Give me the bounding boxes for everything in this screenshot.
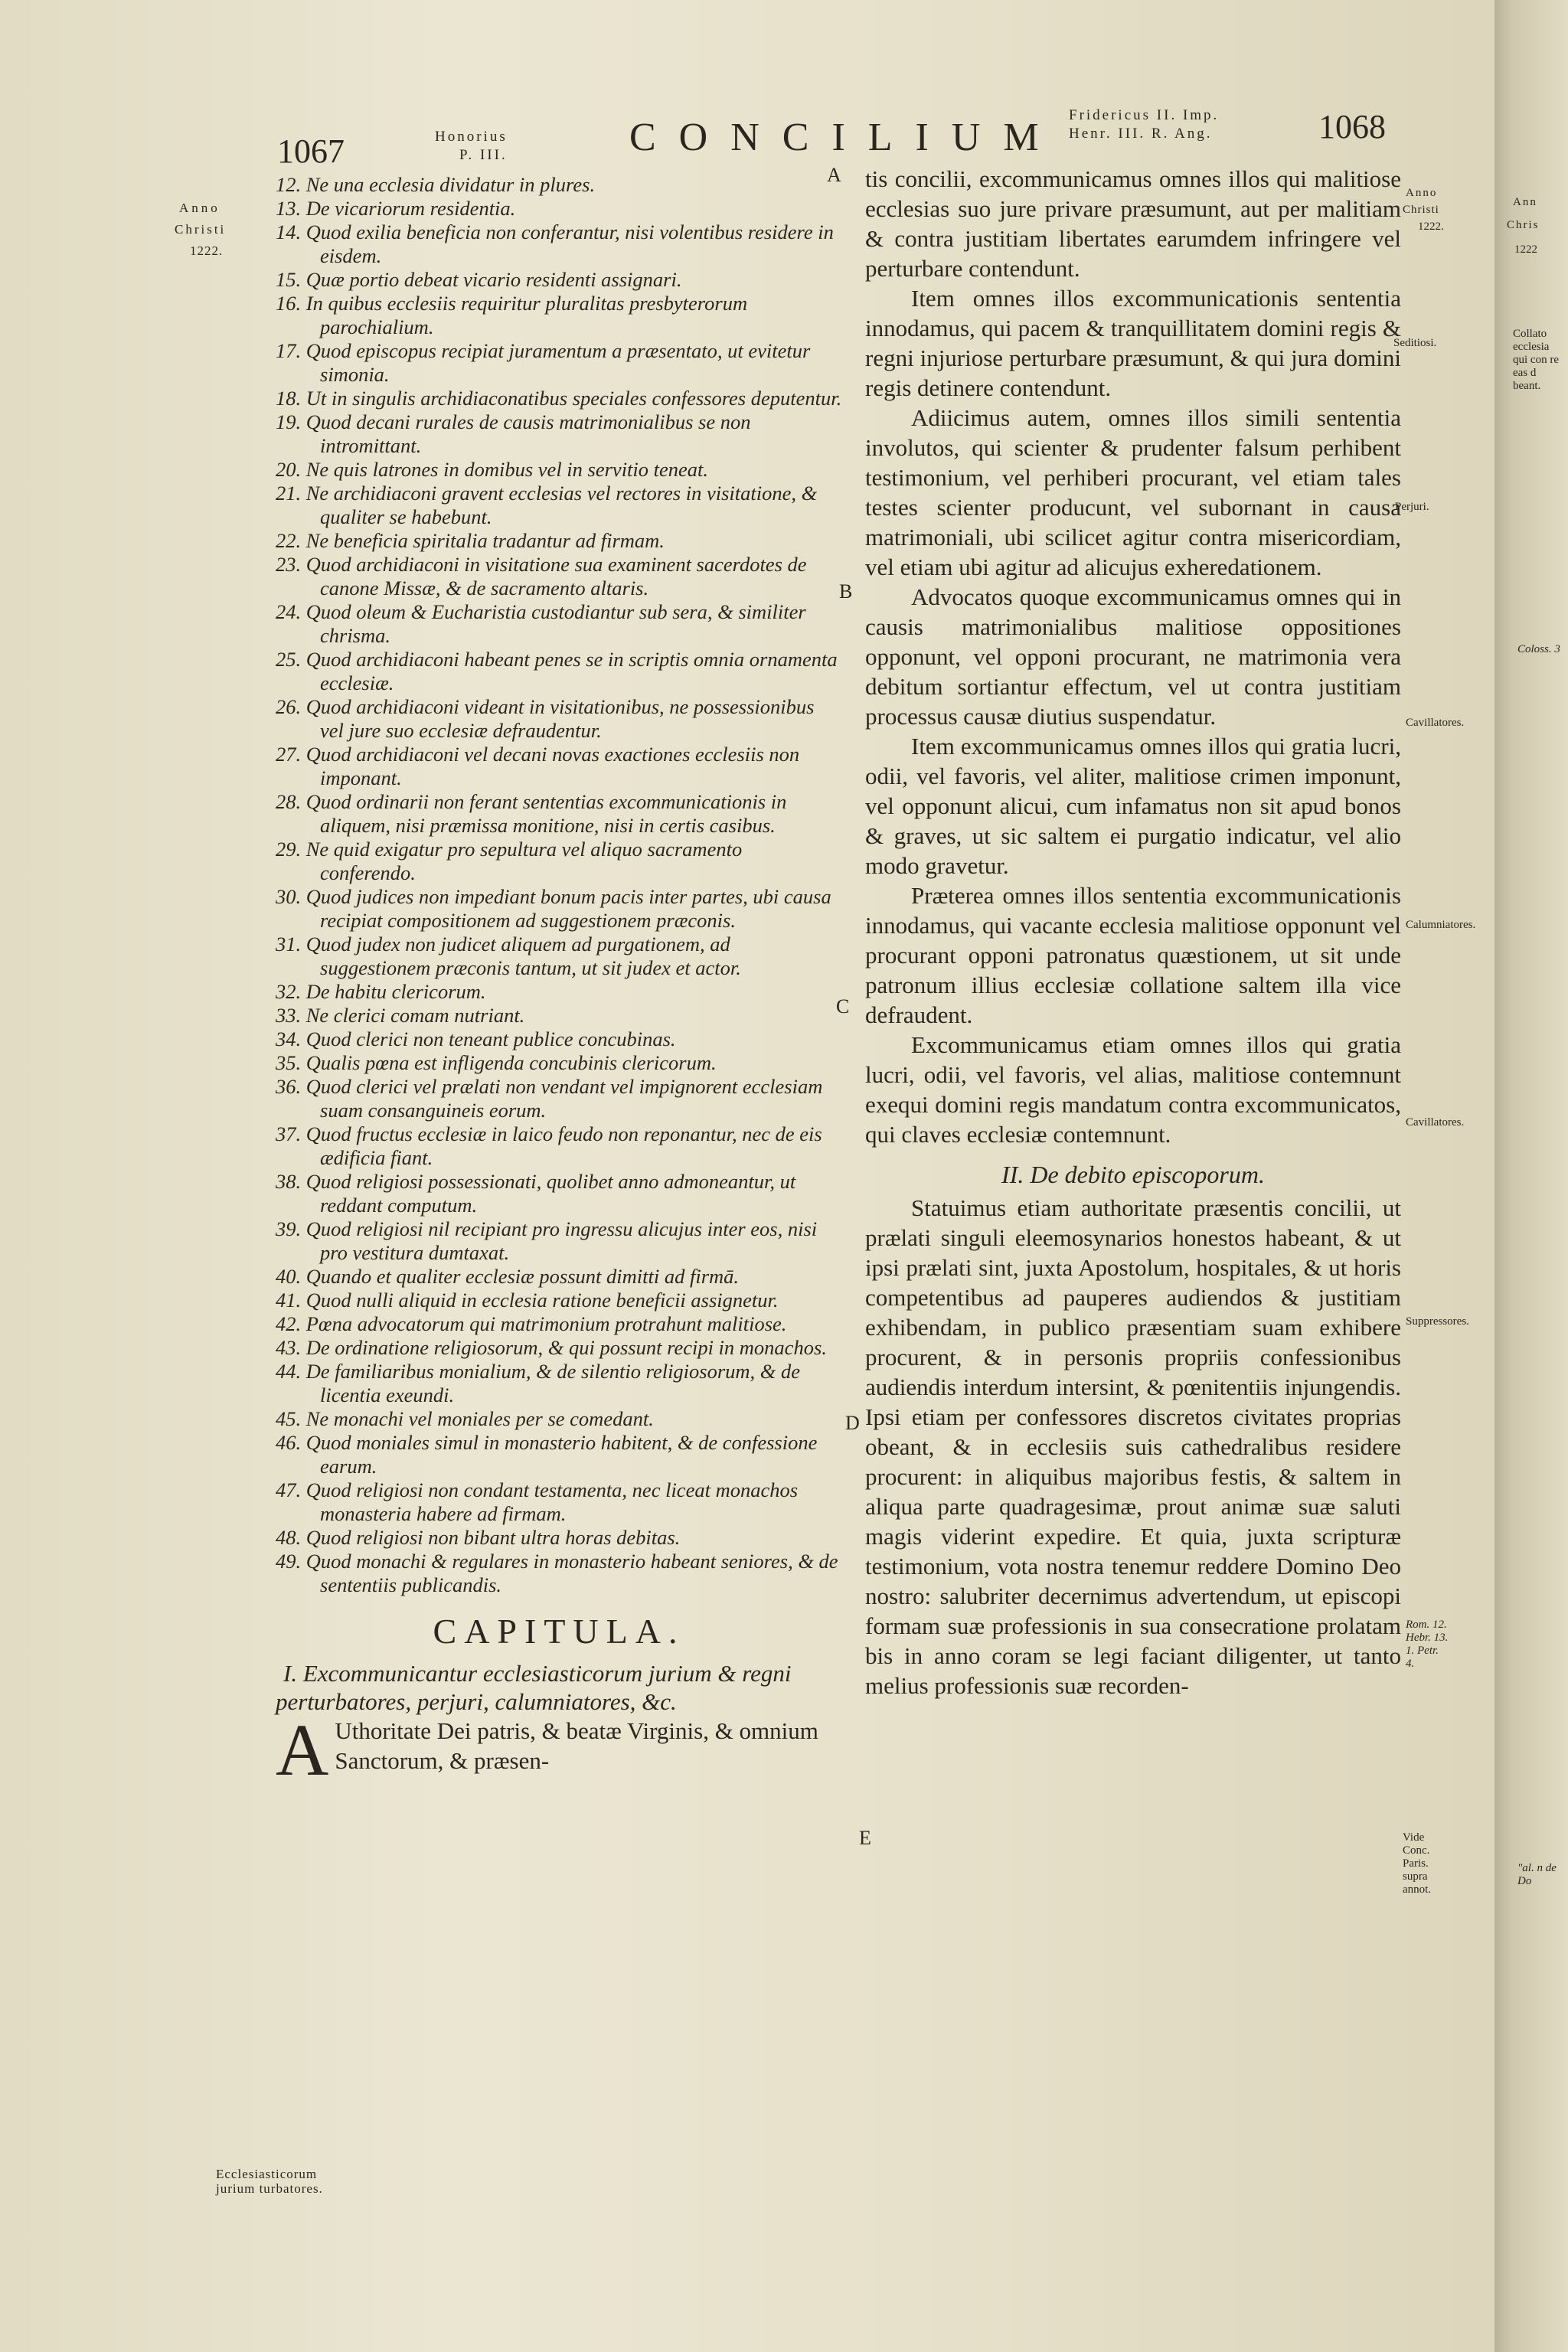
toc-item-number: 39.: [276, 1217, 302, 1240]
toc-item-text: Ne clerici comam nutriant.: [305, 1004, 525, 1027]
toc-item-number: 23.: [276, 553, 302, 576]
toc-item-text: Quod ordinarii non ferant sententias excommunicationis in aliquem, nisi præmissa monitione, nisi in certis casibus.: [305, 790, 787, 837]
toc-item-number: 15.: [276, 268, 302, 291]
toc-item-number: 48.: [276, 1526, 302, 1549]
toc-item-text: Quod oleum & Eucharistia custodiantur sub sera, & similiter chrisma.: [305, 600, 806, 647]
toc-item-number: 20.: [276, 458, 302, 481]
toc-item-text: Quod religiosi non condant testamenta, nec liceat monachos monasteria habere ad firmam.: [305, 1478, 799, 1525]
section-letter-e: E: [859, 1827, 871, 1849]
toc-item: [276, 1027, 842, 1051]
chapter-1-title: I. Excommunicantur ecclesiasticorum jurium & regni perturbatores, perjuri, calumniatores, &c.: [276, 1660, 792, 1715]
margin-cavillatores-1: Cavillatores.: [1406, 717, 1465, 729]
paragraph-4: Advocatos quoque excommunicamus omnes qui in causis matrimonialibus malitiose oppositiones opponunt, vel opponi procurant, ne matrimonia vera debitum sortiantur effectum, vel ut contra justitiam processus causæ diutius suspendatur.: [865, 583, 1401, 730]
toc-item-number: 28.: [276, 790, 302, 813]
toc-item-number: 18.: [276, 387, 302, 410]
toc-item-number: 35.: [276, 1051, 302, 1074]
toc-item-number: 25.: [276, 648, 302, 671]
toc-item-text: De habitu clericorum.: [305, 980, 486, 1003]
toc-item: [276, 268, 842, 292]
toc-item: [276, 1526, 842, 1550]
section-letter-b: B: [839, 580, 853, 603]
toc-item-text: Pœna advocatorum qui matrimonium protrahunt malitiose.: [305, 1312, 787, 1335]
toc-item: [276, 1289, 842, 1312]
toc-item: [276, 648, 842, 695]
toc-item-number: 19.: [276, 410, 302, 433]
toc-item-number: 44.: [276, 1360, 302, 1383]
toc-item: [276, 838, 842, 885]
toc-item-number: 34.: [276, 1027, 302, 1050]
toc-item: [276, 553, 842, 600]
toc-item-number: 14.: [276, 220, 302, 243]
section-letter-c: C: [836, 995, 850, 1018]
toc-item-number: 22.: [276, 529, 302, 552]
toc-item: [276, 933, 842, 980]
toc-item: [276, 339, 842, 387]
toc-item-number: 30.: [276, 885, 302, 908]
toc-item-text: Quod religiosi possessionati, quolibet anno admoneantur, ut reddant computum.: [305, 1170, 796, 1217]
toc-item: [276, 790, 842, 838]
toc-item: [276, 743, 842, 790]
toc-item: [276, 1407, 842, 1431]
toc-item-text: Ne quis latrones in domibus vel in servitio teneat.: [305, 458, 709, 481]
toc-item-text: Quod religiosi non bibant ultra horas debitas.: [305, 1526, 681, 1549]
toc-item-text: Quod moniales simul in monasterio habitent, & de confessione earum.: [305, 1431, 818, 1478]
toc-item-text: De ordinatione religiosorum, & qui possunt recipi in monachos.: [305, 1336, 827, 1359]
margin-calumniatores: Calumniatores.: [1406, 919, 1476, 931]
toc-item-text: Quæ portio debeat vicario residenti assignari.: [305, 268, 682, 291]
toc-item-text: Ne monachi vel moniales per se comedant.: [305, 1407, 654, 1430]
toc-item-text: Ne quid exigatur pro sepultura vel aliquo sacramento conferendo.: [305, 838, 743, 884]
next-page-anno: Ann: [1513, 196, 1537, 208]
toc-item-number: 26.: [276, 695, 302, 718]
right-column: [865, 164, 1401, 1700]
page-number-right: 1068: [1318, 108, 1386, 145]
toc-item-number: 12.: [276, 173, 302, 196]
toc-item: [276, 1075, 842, 1122]
toc-item-text: Quod nulli aliquid in ecclesia ratione beneficii assignetur.: [305, 1289, 779, 1312]
toc-item-number: 38.: [276, 1170, 302, 1193]
toc-item: [276, 387, 842, 410]
toc-item-number: 46.: [276, 1431, 302, 1454]
toc-item-number: 43.: [276, 1336, 302, 1359]
toc-item-text: Ne archidiaconi gravent ecclesias vel rectores in visitatione, & qualiter se habebunt.: [305, 482, 818, 528]
margin-vide-conc: Vide Conc. Paris. supra annot.: [1403, 1831, 1432, 1896]
toc-item: [276, 220, 842, 268]
paragraph-1: tis concilii, excommunicamus omnes illos qui malitiose ecclesias suo jure privare præsumunt, aut per malitiam & contra justitiam libertates earumdem infringere vel perturbare contendunt.: [865, 165, 1401, 282]
toc-item: [276, 1122, 842, 1170]
margin-ecclesiastici: Ecclesiasticorum jurium turbatores.: [216, 2167, 323, 2196]
toc-item-text: Quod archidiaconi in visitatione sua examinent sacerdotes de canone Missæ, & de sacramento altaris.: [305, 553, 807, 599]
margin-christi-left: Christi: [175, 222, 227, 237]
toc-item-text: De vicariorum residentia.: [305, 197, 516, 220]
left-column: [276, 173, 842, 1791]
toc-item-number: 31.: [276, 933, 302, 956]
paragraph-6: Præterea omnes illos sententia excommunicationis innodamus, qui vacante ecclesia malitiose opponunt vel procurant opponi patronatus quæstionem, ut sit unde patronum illius ecclesiæ collatione saltem illa vice defraudent.: [865, 882, 1401, 1028]
toc-item-text: De familiaribus monialium, & de silentio religiosorum, & de licentia exeundi.: [305, 1360, 801, 1406]
next-page-edge: [1494, 0, 1568, 2352]
toc-item-number: 42.: [276, 1312, 302, 1335]
toc-item-text: Quod exilia beneficia non conferantur, nisi volentibus residere in eisdem.: [305, 220, 834, 267]
toc-item-text: Quod judices non impediant bonum pacis inter partes, ubi causa recipiat compositionem ad suggestionem præconis.: [305, 885, 831, 932]
page-number-left: 1067: [277, 132, 345, 170]
toc-item-number: 32.: [276, 980, 302, 1003]
section-2-title: II. De debito episcoporum.: [1001, 1161, 1265, 1188]
chapter-1-start: Uthoritate Dei patris, & beatæ Virginis, & omnium Sanctorum, & præsen-: [335, 1717, 818, 1774]
header-pope-number: P. III.: [459, 147, 508, 163]
toc-item-text: Ut in singulis archidiaconatibus speciales confessores deputentur.: [305, 387, 842, 410]
toc-item: [276, 197, 842, 220]
header-king: Henr. III. R. Ang.: [1069, 126, 1213, 142]
toc-item: [276, 482, 842, 529]
toc-item: [276, 885, 842, 933]
toc-item-number: 27.: [276, 743, 302, 766]
toc-item-text: Quod fructus ecclesiæ in laico feudo non reponantur, nec de eis ædificia fiant.: [305, 1122, 822, 1169]
paragraph-5: Item excommunicamus omnes illos qui gratia lucri, odii, vel favoris, vel aliter, malitiose crimen imponunt, vel opponunt alicui, cum infamatus non sit apud bonos & graves, ut sic saltem ei purgatio indicatur, vel alio modo gravetur.: [865, 733, 1401, 879]
toc-item: [276, 173, 842, 197]
page-title: CONCILIUM: [629, 116, 1062, 159]
margin-year-right: 1222.: [1418, 220, 1444, 233]
toc-item-number: 37.: [276, 1122, 302, 1145]
paragraph-3: Adiicimus autem, omnes illos simili sententia involutos, qui scienter & prudenter falsum perhibent testimonium, vel perhiberi procurant, vel etiam tales testes scienter producunt, vel subornant in causa matrimoniali, ubi scilicet agitur contra misericordiam, vel etiam ubi agitur ad alicujus exheredationem.: [865, 404, 1401, 580]
toc-item-text: Quod archidiaconi videant in visitationibus, ne possessionibus vel jure suo ecclesiæ defraudentur.: [305, 695, 815, 742]
toc-item-text: Ne una ecclesia dividatur in plures.: [305, 173, 596, 196]
toc-item-number: 36.: [276, 1075, 302, 1098]
toc-item-number: 45.: [276, 1407, 302, 1430]
margin-year-left: 1222.: [190, 243, 224, 258]
toc-item: [276, 1431, 842, 1478]
drop-cap: A: [276, 1709, 329, 1791]
toc-item-text: Ne beneficia spiritalia tradantur ad firmam.: [305, 529, 665, 552]
toc-item: [276, 1051, 842, 1075]
toc-item: [276, 1478, 842, 1526]
toc-item-text: Qualis pœna est infligenda concubinis clericorum.: [305, 1051, 717, 1074]
toc-item-text: Quando et qualiter ecclesiæ possunt dimitti ad firmā.: [305, 1265, 740, 1288]
next-page-al: "al. n de Do: [1517, 1862, 1557, 1887]
toc-item: [276, 1550, 842, 1597]
paragraph-7: Excommunicamus etiam omnes illos qui gratia lucri, odii, vel favoris, vel alias, malitiose contemnunt exequi domini regis mandatum contra excommunicatos, qui claves ecclesiæ contemnunt.: [865, 1031, 1401, 1148]
toc-item-number: 16.: [276, 292, 302, 315]
toc-item: [276, 1217, 842, 1265]
toc-item-number: 24.: [276, 600, 302, 623]
capitula-heading: CAPITULA.: [433, 1612, 685, 1651]
toc-item-text: Quod clerici vel prælati non vendant vel impignorent ecclesiam suam consanguineis eorum.: [305, 1075, 823, 1122]
toc-item: [276, 410, 842, 458]
toc-item-number: 47.: [276, 1478, 302, 1501]
toc-item: [276, 980, 842, 1004]
margin-seditiosi: Seditiosi.: [1393, 337, 1437, 349]
header-pope: Honorius: [435, 129, 508, 145]
chapter-1-text: [276, 1709, 842, 1791]
margin-anno-left: Anno: [179, 201, 220, 215]
toc-item-number: 17.: [276, 339, 302, 362]
toc-item-text: Quod archidiaconi vel decani novas exactiones ecclesiis non imponant.: [305, 743, 800, 789]
toc-item-text: Quod judex non judicet aliquem ad purgationem, ad suggestionem præconis tantum, ut sit judex et actor.: [305, 933, 741, 979]
toc-item: [276, 529, 842, 553]
toc-item-number: 29.: [276, 838, 302, 861]
toc-item-text: Quod archidiaconi habeant penes se in scriptis omnia ornamenta ecclesiæ.: [305, 648, 838, 694]
toc-item-text: Quod decani rurales de causis matrimonialibus se non intromittant.: [305, 410, 751, 457]
margin-christi-right: Christi: [1403, 204, 1439, 216]
table-of-contents: [276, 173, 842, 1597]
next-page-christi: Chris: [1507, 219, 1540, 231]
toc-item-number: 41.: [276, 1289, 302, 1312]
toc-item-number: 40.: [276, 1265, 302, 1288]
margin-cavillatores-2: Cavillatores.: [1406, 1116, 1465, 1129]
next-page-collato: Collato ecclesia qui con re eas d beant.: [1513, 328, 1559, 392]
margin-suppressores: Suppressores.: [1406, 1315, 1469, 1328]
toc-item: [276, 600, 842, 648]
paragraph-2: Item omnes illos excommunicationis sententia innodamus, qui pacem & tranquillitatem domini regis & regni injuriose perturbare præsumunt, & qui jura domini regis detinere contendunt.: [865, 285, 1401, 401]
toc-item: [276, 1004, 842, 1027]
section-letter-d: D: [845, 1412, 860, 1434]
toc-item-number: 21.: [276, 482, 302, 505]
next-page-year: 1222: [1514, 243, 1537, 256]
toc-item: [276, 1170, 842, 1217]
section-letter-a: A: [827, 164, 841, 186]
toc-item-text: Quod monachi & regulares in monasterio habeant seniores, & de sententiis publicandis.: [305, 1550, 838, 1596]
next-page-coloss: Coloss. 3: [1517, 643, 1560, 655]
margin-anno-right: Anno: [1406, 187, 1438, 199]
toc-item-text: Quod clerici non teneant publice concubinas.: [305, 1027, 676, 1050]
toc-item-text: Quod episcopus recipiat juramentum a præsentato, ut evitetur simonia.: [305, 339, 811, 386]
section-2-text: Statuimus etiam authoritate præsentis concilii, ut prælati singuli eleemosynarios honestos habeant, & ut ipsi prælati sint, juxta Apostolum, hospitales, & ut horis competentibus ad pauperes audiendos & justitiam exhibendam, in publico præsentiam suam exhibere procurent, & in personis propriis confessionibus audiendis interdum intersint, & pœnitentiis injungendis. Ipsi etiam per confessores discretos civitates proprias obeant, & in ecclesiis suis cathedralibus residere procurent: in aliquibus majoribus festis, & saltem in aliqua parte quadragesimæ, prout animæ suæ saluti magis viderint expedire. Et quia, juxta scripturæ testimonium, vota nostra tenemur reddere Domino Deo nostro: salubriter decernimus advertendum, ut episcopi formam suæ professionis in sua consecratione prolatam bis in anno coram se legi faciant diligenter, ut tanto melius professionis suæ recorden-: [865, 1194, 1401, 1699]
toc-item-text: Quod religiosi nil recipiant pro ingressu alicujus inter eos, nisi pro vestitura dumtaxat.: [305, 1217, 818, 1264]
toc-item: [276, 458, 842, 482]
toc-item: [276, 695, 842, 743]
margin-perjuri: Perjuri.: [1395, 501, 1429, 513]
toc-item: [276, 292, 842, 339]
toc-item: [276, 1312, 842, 1336]
toc-item: [276, 1265, 842, 1289]
toc-item: [276, 1336, 842, 1360]
header-emperor: Fridericus II. Imp.: [1069, 107, 1220, 123]
toc-item-text: In quibus ecclesiis requiritur pluralitas presbyterorum parochialium.: [305, 292, 748, 338]
toc-item-number: 13.: [276, 197, 302, 220]
toc-item-number: 49.: [276, 1550, 302, 1573]
toc-item: [276, 1360, 842, 1407]
toc-item-number: 33.: [276, 1004, 302, 1027]
margin-scripture-refs: Rom. 12. Hebr. 13. 1. Petr. 4.: [1406, 1619, 1449, 1670]
